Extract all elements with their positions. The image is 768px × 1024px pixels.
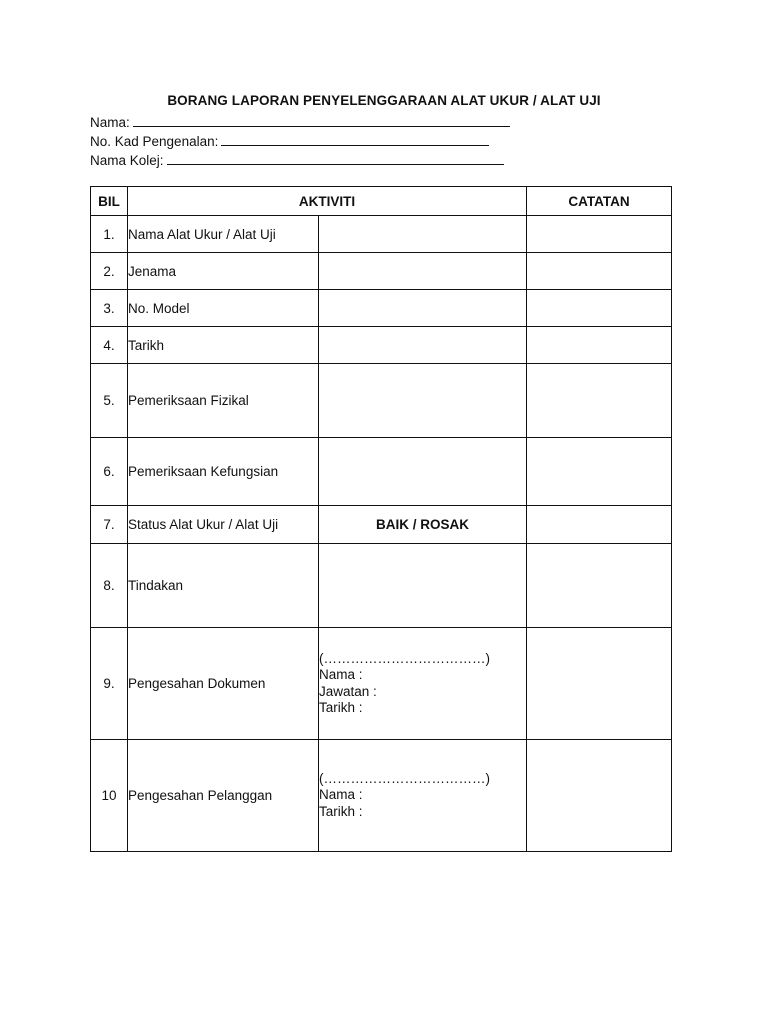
table-row: [91, 438, 672, 506]
row-catatan-cell[interactable]: [527, 327, 672, 364]
row-entry-cell[interactable]: [319, 253, 527, 290]
form-title: BORANG LAPORAN PENYELENGGARAAN ALAT UKUR / ALAT UJI: [167, 93, 601, 108]
row-activity: Pengesahan Pelanggan: [128, 740, 319, 852]
row-catatan-cell[interactable]: [527, 216, 672, 253]
signature-tarikh-label: Tarikh :: [319, 803, 363, 819]
row-activity: Tindakan: [128, 544, 319, 628]
table-header-row: [91, 187, 672, 216]
row-number: 7.: [91, 506, 128, 544]
signature-line: (………………………………): [319, 770, 490, 786]
signature-nama-label: Nama :: [319, 667, 363, 682]
row-activity: Pemeriksaan Fizikal: [128, 364, 319, 438]
nama-blank-line[interactable]: [133, 112, 510, 127]
table-row: [91, 544, 672, 628]
nama-kolej-field: [90, 150, 504, 168]
table-row: [91, 253, 672, 290]
table-row: [91, 628, 672, 740]
row-catatan-cell[interactable]: [527, 438, 672, 506]
signature-nama-label: Nama :: [319, 787, 363, 803]
row-number: 5.: [91, 364, 128, 438]
table-row: [91, 740, 672, 852]
row-activity: Status Alat Ukur / Alat Uji: [128, 506, 319, 544]
row-number: 4.: [91, 327, 128, 364]
signature-jawatan-label: Jawatan :: [319, 683, 377, 699]
row-catatan-cell[interactable]: [527, 544, 672, 628]
status-options[interactable]: BAIK / ROSAK: [319, 506, 527, 544]
row-catatan-cell[interactable]: [527, 364, 672, 438]
row-catatan-cell[interactable]: [527, 253, 672, 290]
row-number: 6.: [91, 438, 128, 506]
signature-block-pelanggan[interactable]: [319, 740, 527, 852]
row-entry-cell[interactable]: [319, 438, 527, 506]
row-catatan-cell[interactable]: [527, 506, 672, 544]
header-aktiviti: AKTIVITI: [128, 187, 527, 216]
table-row: [91, 327, 672, 364]
row-entry-cell[interactable]: [319, 216, 527, 253]
row-catatan-cell[interactable]: [527, 740, 672, 852]
row-activity: No. Model: [128, 290, 319, 327]
header-catatan: CATATAN: [527, 187, 672, 216]
report-table: [90, 186, 672, 852]
row-catatan-cell[interactable]: [527, 628, 672, 740]
nama-label: Nama:: [90, 115, 130, 130]
row-activity: Pengesahan Dokumen: [128, 628, 319, 740]
nama-kolej-label: Nama Kolej:: [90, 153, 164, 168]
kad-pengenalan-label: No. Kad Pengenalan:: [90, 134, 219, 149]
row-number: 8.: [91, 544, 128, 628]
row-number: 1.: [91, 216, 128, 253]
kad-pengenalan-blank-line[interactable]: [221, 131, 489, 146]
nama-kolej-blank-line[interactable]: [167, 150, 504, 165]
signature-line: (………………………………): [319, 650, 490, 666]
row-number: 3.: [91, 290, 128, 327]
row-entry-cell[interactable]: [319, 290, 527, 327]
row-number: 9.: [91, 628, 128, 740]
row-entry-cell[interactable]: [319, 364, 527, 438]
row-activity: Jenama: [128, 253, 319, 290]
signature-block-dokumen[interactable]: [319, 628, 527, 740]
nama-field: [90, 112, 510, 130]
table-row: [91, 216, 672, 253]
row-number: 10: [91, 740, 128, 852]
row-activity: Tarikh: [128, 327, 319, 364]
header-bil: BIL: [91, 187, 128, 216]
row-catatan-cell[interactable]: [527, 290, 672, 327]
row-activity: Nama Alat Ukur / Alat Uji: [128, 216, 319, 253]
kad-pengenalan-field: [90, 131, 489, 149]
row-entry-cell[interactable]: [319, 327, 527, 364]
table-row: [91, 364, 672, 438]
signature-tarikh-label: Tarikh :: [319, 700, 363, 715]
table-row: [91, 506, 672, 544]
table-row: [91, 290, 672, 327]
row-number: 2.: [91, 253, 128, 290]
row-entry-cell[interactable]: [319, 544, 527, 628]
row-activity: Pemeriksaan Kefungsian: [128, 438, 319, 506]
